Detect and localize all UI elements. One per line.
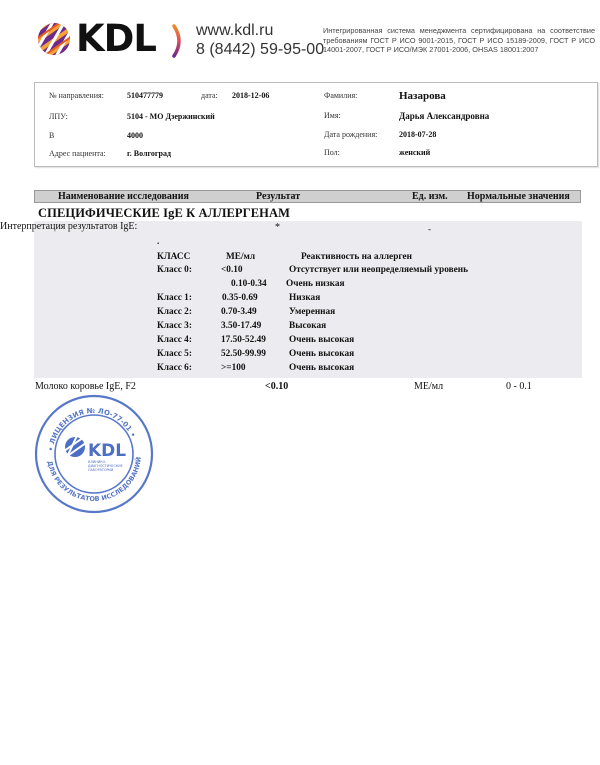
website-link[interactable]: www.kdl.ru (196, 22, 274, 39)
certification-text: Интегрированная система менеджмента сертифицирована на соответствие требованиям ГОСТ Р ИСО 9001-2015, ГОСТ Р ИСО 15189-2009, ГОСТ Р ИСО 14001-2007, ГОСТ Р ИСО/МЭК 27001-2006, OHSAS 18001:2007 (323, 26, 595, 54)
phone-number: 8 (8442) 59-95-00 (196, 41, 325, 58)
sex-value: женский (399, 148, 431, 157)
dob-label: Дата рождения: (324, 130, 378, 139)
sex-label: Пол: (324, 148, 340, 157)
test-unit: МЕ/мл (414, 381, 444, 392)
logo-text: KDL (76, 17, 156, 60)
kdl-logo (37, 17, 156, 60)
reactivity-row-1: Очень низкая (286, 279, 345, 289)
laboratory-stamp-icon (33, 393, 155, 515)
interpretation-result: * (275, 222, 280, 233)
unit-col-header: МЕ/мл (226, 252, 256, 262)
test-normal-range: 0 - 0.1 (506, 381, 532, 392)
surname-label: Фамилия: (324, 91, 358, 100)
b-label: В (49, 131, 55, 140)
date-value: 2018-12-06 (232, 91, 270, 100)
b-value: 4000 (127, 131, 143, 140)
class-row-4: Класс 3: (157, 321, 192, 331)
reactivity-row-5: Очень высокая (289, 335, 355, 345)
patient-info-box (34, 82, 598, 167)
svg-text:ЛАБОРАТОРИИ: ЛАБОРАТОРИИ (88, 468, 114, 472)
reactivity-row-7: Очень высокая (289, 363, 355, 373)
class-row-0: Класс 0: (157, 265, 192, 275)
interpretation-unit: - (428, 224, 431, 234)
range-row-3: 0.70-3.49 (221, 307, 257, 317)
name-value: Дарья Александровна (399, 111, 490, 121)
contacts (196, 22, 324, 59)
col-result: Результат (256, 191, 301, 202)
reactivity-row-4: Высокая (289, 321, 327, 331)
reactivity-row-6: Очень высокая (289, 349, 355, 359)
class-row-2: Класс 1: (157, 293, 192, 303)
interpretation-label: Интерпретация результатов IgE: (0, 221, 138, 232)
results-table-header (34, 190, 581, 203)
logo-sphere-icon (37, 22, 71, 56)
date-label: дата: (201, 91, 218, 100)
class-row-3: Класс 2: (157, 307, 192, 317)
range-row-0: <0.10 (221, 265, 243, 275)
test-name: Молоко коровье IgE, F2 (35, 381, 136, 392)
reactivity-col-header: Реактивность на аллерген (301, 252, 412, 262)
chevron-right-icon (172, 24, 186, 58)
class-row-5: Класс 4: (157, 335, 192, 345)
col-unit: Ед. изм. (412, 191, 448, 202)
col-test-name: Наименование исследования (58, 191, 189, 202)
name-label: Имя: (324, 111, 341, 120)
address-value: г. Волгоград (127, 149, 172, 158)
range-row-2: 0.35-0.69 (222, 293, 258, 303)
reactivity-row-3: Умеренная (289, 307, 336, 317)
svg-text:ДЛЯ РЕЗУЛЬТАТОВ ИССЛЕДОВАНИЙ: ДЛЯ РЕЗУЛЬТАТОВ ИССЛЕДОВАНИЙ (45, 456, 143, 504)
range-row-7: >=100 (221, 363, 246, 373)
range-row-1: 0.10-0.34 (231, 279, 267, 289)
table-row (0, 381, 600, 393)
referral-value: 510477779 (127, 91, 163, 100)
test-result: <0.10 (265, 381, 289, 392)
range-row-5: 17.50-52.49 (221, 335, 266, 345)
referral-label: № направления: (49, 91, 104, 100)
interpretation-dot: . (157, 236, 160, 246)
surname-value: Назарова (399, 90, 446, 102)
range-row-6: 52.50-99.99 (221, 349, 266, 359)
svg-text:• ЛИЦЕНЗИЯ № ЛО-77-01 •: • ЛИЦЕНЗИЯ № ЛО-77-01 • (47, 406, 138, 452)
section-title: СПЕЦИФИЧЕСКИЕ IgE К АЛЛЕРГЕНАМ (38, 206, 291, 220)
svg-text:ДИАГНОСТИЧЕСКИЕ: ДИАГНОСТИЧЕСКИЕ (88, 464, 123, 468)
class-row-6: Класс 5: (157, 349, 192, 359)
svg-text:KDL: KDL (88, 441, 127, 461)
lpu-value: 5104 - МО Дзержинский (127, 112, 215, 121)
dob-value: 2018-07-28 (399, 130, 437, 139)
reactivity-row-0: Отсутствует или неопределяемый уровень (289, 265, 469, 275)
reactivity-row-2: Низкая (289, 293, 321, 303)
class-col-header: КЛАСС (157, 252, 191, 262)
lpu-label: ЛПУ: (49, 112, 68, 121)
class-row-7: Класс 6: (157, 363, 192, 373)
col-normal: Нормальные значения (467, 191, 570, 202)
address-label: Адрес пациента: (49, 149, 106, 158)
svg-text:КЛИНИКО-: КЛИНИКО- (88, 460, 107, 464)
range-row-4: 3.50-17.49 (221, 321, 262, 331)
